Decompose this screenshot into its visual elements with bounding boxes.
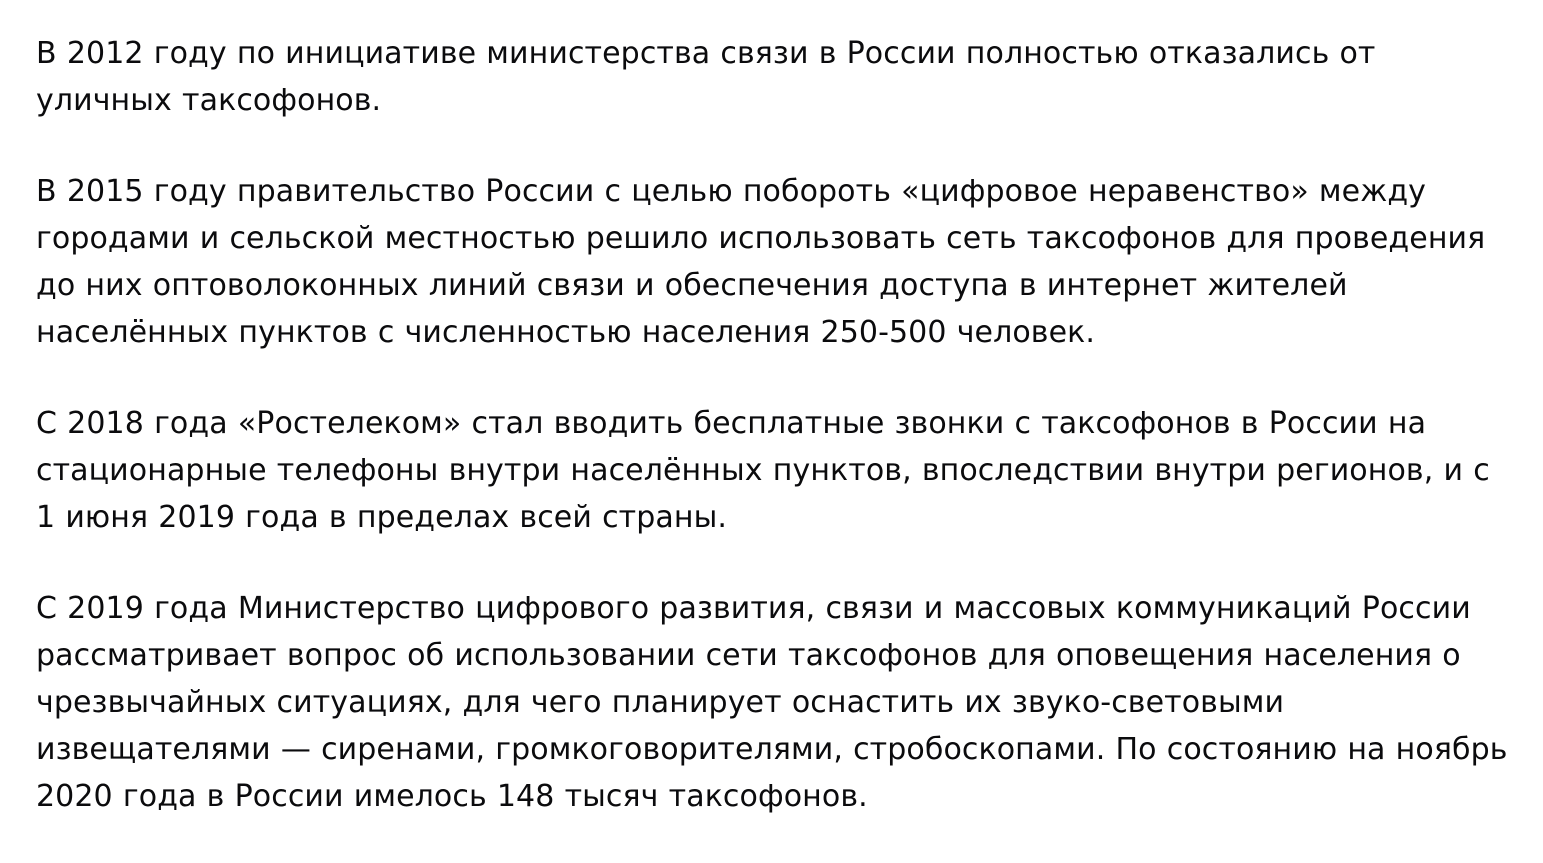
paragraph: С 2018 года «Ростелеком» стал вводить бесплатные звонки с таксофонов в России на стационарные телефоны внутри населённых пунктов, впоследствии внутри регионов, и с 1 июня 2019 года в пределах всей страны. [36, 406, 1490, 535]
paragraph: В 2012 году по инициативе министерства связи в России полностью отказались от уличных таксофонов. [36, 36, 1376, 118]
paragraph: В 2015 году правительство России с целью побороть «цифровое неравенство» между городами и сельской местностью решило использовать сеть таксофонов для проведения до них оптоволоконных линий связи и обеспечения доступа в интернет жителей населённых пунктов с численностью населения 250-500 человек. [36, 174, 1486, 350]
paragraph: С 2019 года Министерство цифрового развития, связи и массовых коммуникаций России рассматривает вопрос об использовании сети таксофонов для оповещения населения о чрезвычайных ситуациях, для чего планирует оснастить их звуко-световыми извещателями — сиренами, громкоговорителями, стробоскопами. По состоянию на ноябрь 2020 года в России имелось 148 тысяч таксофонов. [36, 591, 1508, 814]
